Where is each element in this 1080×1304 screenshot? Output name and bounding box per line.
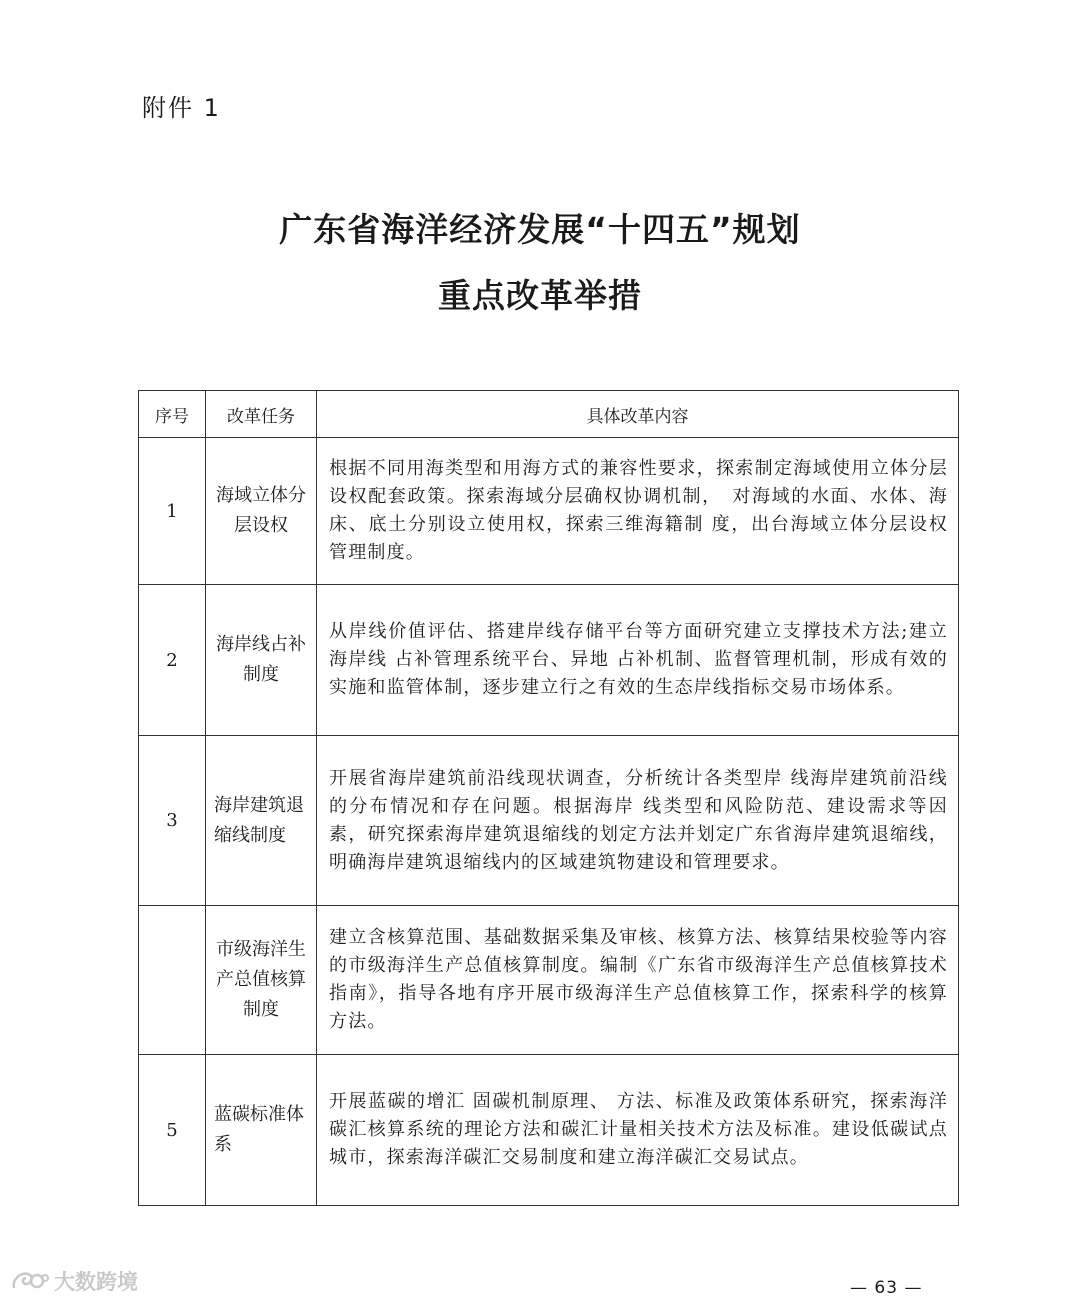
row-number: 2 [139,585,206,736]
row-content: 根据不同用海类型和用海方式的兼容性要求，探索制定海域使用立体分层设权配套政策。探索海域分层确权协调机制， 对海域的水面、水体、海床、底土分别设立使用权，探索三维海籍制 度，出台海域立体分层设权管理制度。 [317,438,959,585]
row-content: 开展蓝碳的增汇 固碳机制原理、 方法、标准及政策体系研究，探索海洋碳汇核算系统的理论方法和碳汇计量相关技术方法及标准。建设低碳试点城市，探索海洋碳汇交易制度和建立海洋碳汇交易试点。 [317,1055,959,1206]
watermark-text: 大数跨境 [54,1270,138,1294]
document-title-line2: 重点改革举措 [438,276,642,315]
header-reform-task: 改革任务 [206,391,317,438]
page-number: — 63 — [850,1278,923,1298]
table-row [139,736,959,906]
document-title-line1: 广东省海洋经济发展“十四五”规划 [279,210,801,249]
row-content: 开展省海岸建筑前沿线现状调查，分析统计各类型岸 线海岸建筑前沿线的分布情况和存在问题。根据海岸 线类型和风险防范、建设需求等因素，研究探索海岸建筑退缩线的划定方法并划定广东省海岸建筑退缩线，明确海岸建筑退缩线内的区域建筑物建设和管理要求。 [317,736,959,906]
reform-measures-table [138,390,959,1206]
row-number: 3 [139,736,206,906]
attachment-label: 附件 1 [142,94,221,122]
row-task: 海岸线占补制度 [206,585,317,736]
row-task: 蓝碳标准体系 [206,1055,317,1206]
table-row [139,1055,959,1206]
header-serial-number: 序号 [139,391,206,438]
table-row [139,585,959,736]
row-content: 建立含核算范围、基础数据采集及审核、核算方法、核算结果校验等内容的市级海洋生产总值核算制度。编制《广东省市级海洋生产总值核算技术指南》，指导各地有序开展市级海洋生产总值核算工作，探索科学的核算方法。 [317,906,959,1055]
row-task: 市级海洋生产总值核算制度 [206,906,317,1055]
watermark [10,1266,138,1296]
row-number: 1 [139,438,206,585]
row-task: 海岸建筑退缩线制度 [206,736,317,906]
table-header-row [139,391,959,438]
header-reform-content: 具体改革内容 [317,391,959,438]
table-row [139,438,959,585]
table-row [139,906,959,1055]
row-task: 海域立体分层设权 [206,438,317,585]
watermark-logo-icon [10,1268,50,1294]
row-number: 5 [139,1055,206,1206]
row-number [139,906,206,1055]
row-content: 从岸线价值评估、搭建岸线存储平台等方面研究建立支撑技术方法;建立海岸线 占补管理系统平台、异地 占补机制、监督管理机制，形成有效的实施和监管体制，逐步建立行之有效的生态岸线指标交易市场体系。 [317,585,959,736]
